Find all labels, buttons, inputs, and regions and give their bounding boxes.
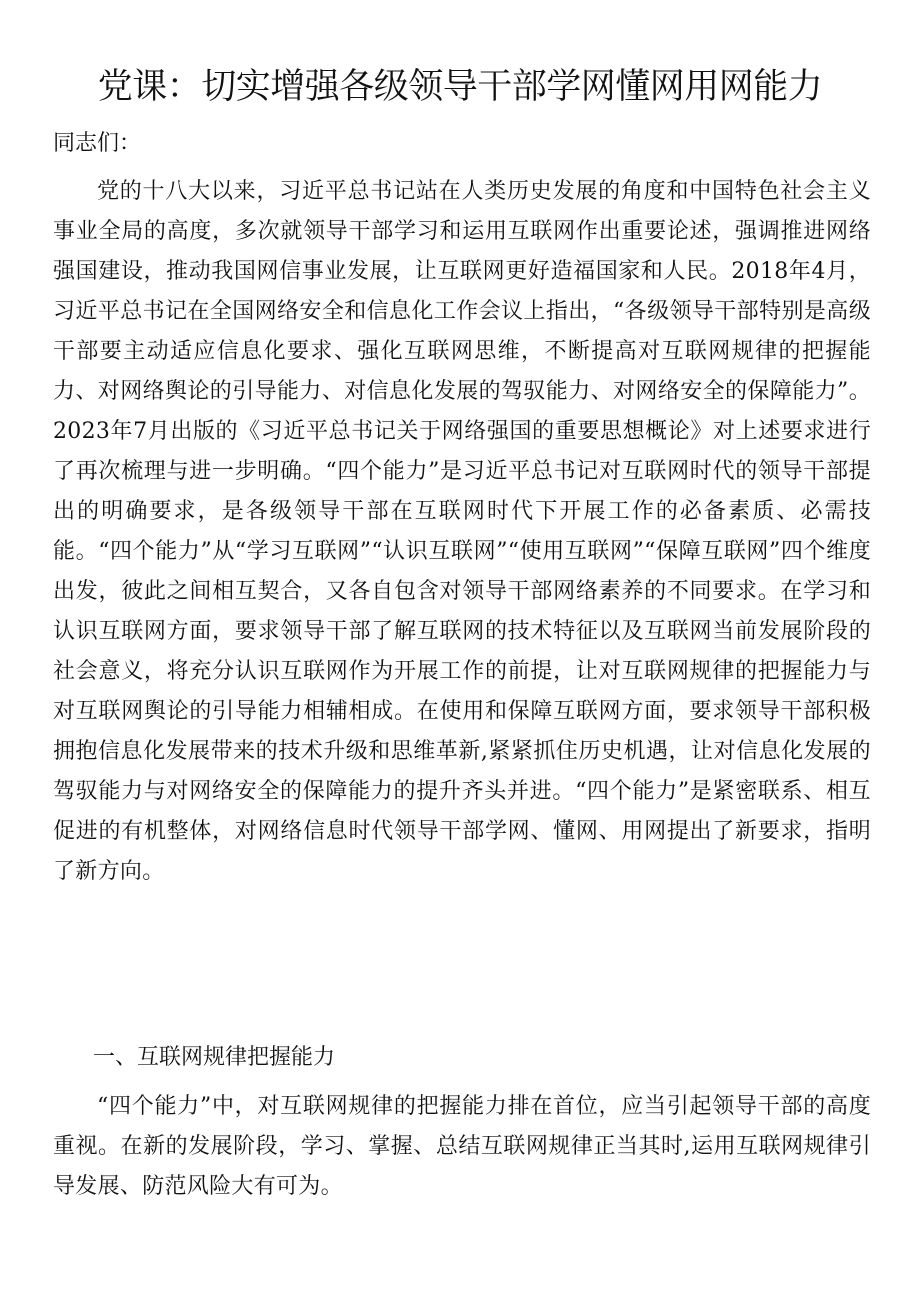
section-paragraph-1: “四个能力”中，对互联网规律的把握能力排在首位，应当引起领导干部的高度重视。在新的发展阶段，学习、掌握、总结互联网规律正当其时,运用互联网规律引导发展、防范风险大有可为。 (53, 1094, 871, 1199)
salutation: 同志们： (53, 131, 142, 156)
document-title: 党课：切实增强各级领导干部学网懂网用网能力 (97, 67, 823, 107)
section-heading-1: 一、互联网规律把握能力 (93, 1045, 336, 1070)
body-paragraph-1: 党的十八大以来，习近平总书记站在人类历史发展的角度和中国特色社会主义事业全局的高度，多次就领导干部学习和运用互联网作出重要论述，强调推进网络强国建设，推动我国网信事业发展，让互联网更好造福国家和人民。2018年4月，习近平总书记在全国网络安全和信息化工作会议上指出，“各级领导干部特别是高级干部要主动适应信息化要求、强化互联网思维，不断提高对互联网规律的把握能力、对网络舆论的引导能力、对信息化发展的驾驭能力、对网络安全的保障能力”。2023年7月出版的《习近平总书记关于网络强国的重要思想概论》对上述要求进行了再次梳理与进一步明确。“四个能力”是习近平总书记对互联网时代的领导干部提出的明确要求，是各级领导干部在互联网时代下开展工作的必备素质、必需技能。“四个能力”从“学习互联网”“认识互联网”“使用互联网”“保障互联网”四个维度出发，彼此之间相互契合，又各自包含对领导干部网络素养的不同要求。在学习和认识互联网方面，要求领导干部了解互联网的技术特征以及互联网当前发展阶段的社会意义，将充分认识互联网作为开展工作的前提，让对互联网规律的把握能力与对互联网舆论的引导能力相辅相成。在使用和保障互联网方面，要求领导干部积极拥抱信息化发展带来的技术升级和思维革新,紧紧抓住历史机遇，让对信息化发展的驾驭能力与对网络安全的保障能力的提升齐头并进。“四个能力”是紧密联系、相互促进的有机整体，对网络信息时代领导干部学网、懂网、用网提出了新要求，指明了新方向。 (53, 179, 871, 884)
